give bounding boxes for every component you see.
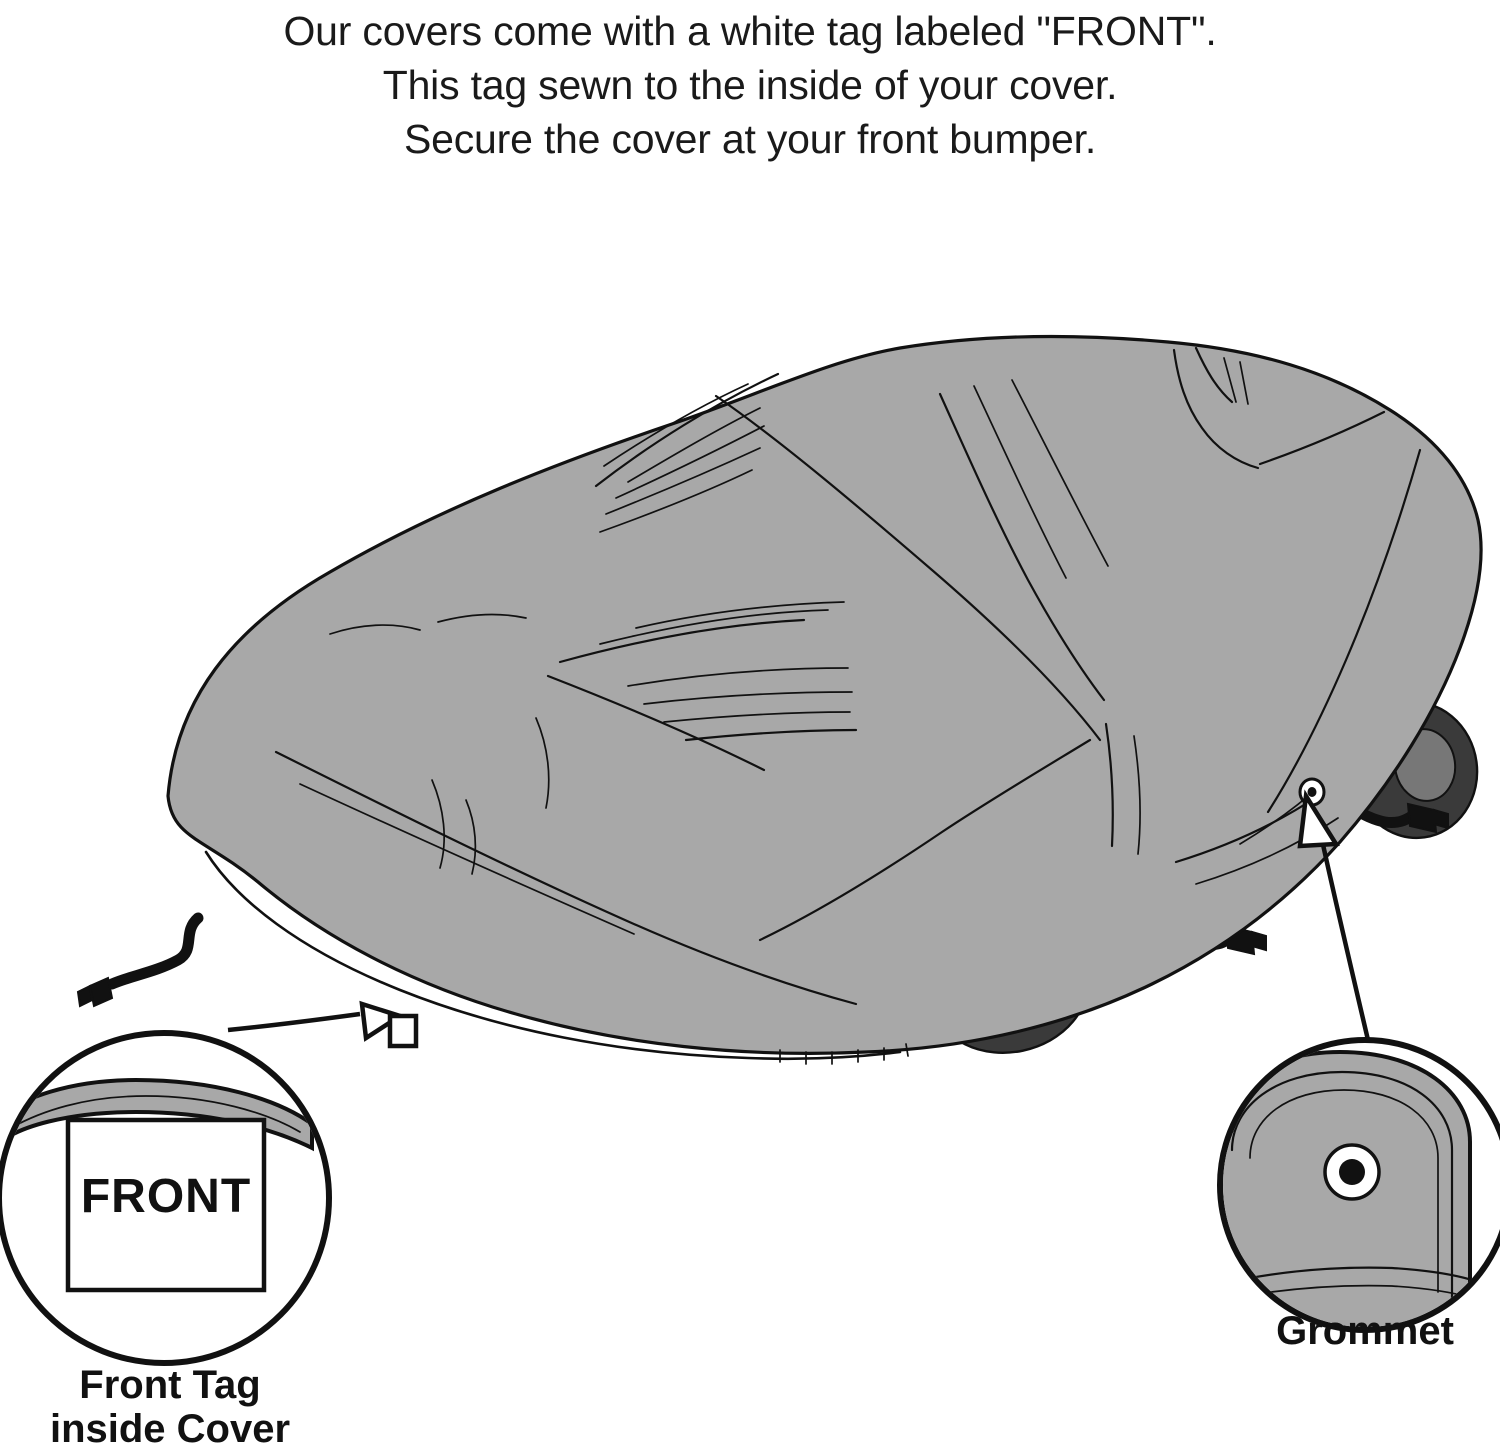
grommet-label: Grommet — [1276, 1309, 1454, 1353]
front-tag-label-line1: Front Tag — [79, 1363, 261, 1407]
front-tag-text: FRONT — [80, 1170, 252, 1223]
car-cover-body — [168, 337, 1481, 1064]
left-strap — [78, 918, 198, 1006]
front-tag-callout — [0, 1033, 329, 1363]
instruction-line-2: This tag sewn to the inside of your cover. — [382, 62, 1118, 109]
grommet-callout — [1212, 1040, 1500, 1340]
instruction-line-3: Secure the cover at your front bumper. — [403, 116, 1097, 163]
instruction-line-1: Our covers come with a white tag labeled "FRONT". — [283, 8, 1217, 54]
front-tag-leader — [228, 1004, 416, 1046]
front-tag-label-line2: inside Cover — [49, 1407, 291, 1451]
